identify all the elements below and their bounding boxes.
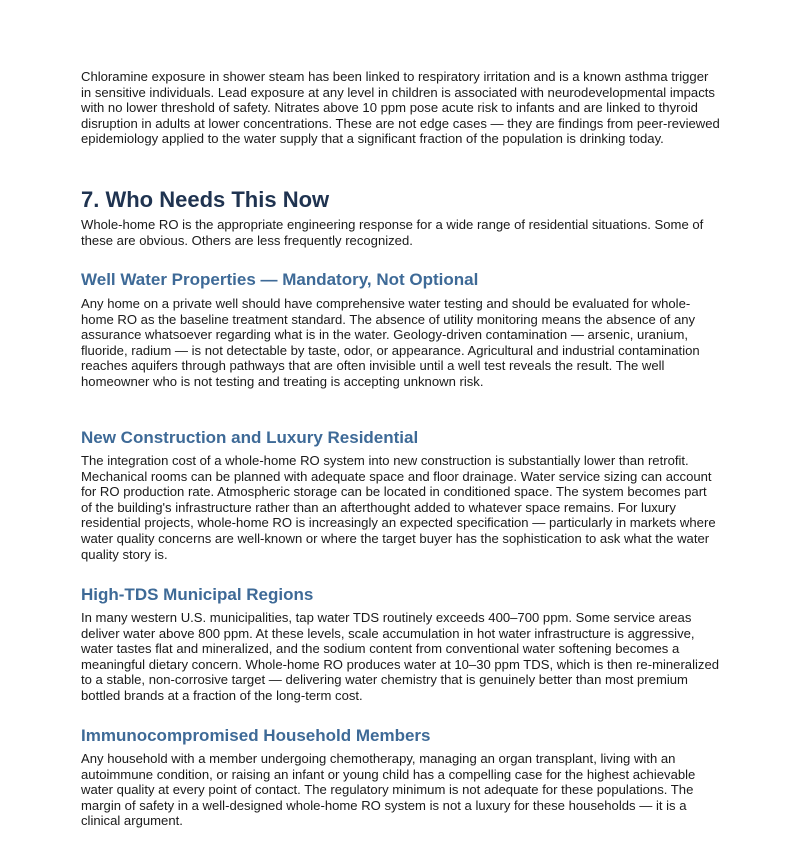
subsection-heading-well-water: Well Water Properties — Mandatory, Not Optional xyxy=(81,270,479,289)
subsection-heading-high-tds: High-TDS Municipal Regions xyxy=(81,585,314,604)
subsection-heading-new-construction: New Construction and Luxury Residential xyxy=(81,428,419,447)
section-heading: 7. Who Needs This Now xyxy=(81,187,330,212)
subsection-body-immunocompromised: Any household with a member undergoing chemotherapy, managing an organ transplant, living with an autoimmune condition, or raising an infant or young child has a compelling case for the highest achievable water quality at every point of contact. The regulatory minimum is not adequate for these populations. The margin of safety in a well-designed whole-home RO system is not a luxury for these households — it is a clinical argument. xyxy=(81,751,696,829)
subsection-body-new-construction: The integration cost of a whole-home RO system into new construction is substantially lower than retrofit. Mechanical rooms can be planned with adequate space and floor drainage. Water service sizing can account for RO production rate. Atmospheric storage can be located in conditioned space. The system becomes part of the building's infrastructure rather than an afterthought added to whatever space remains. For luxury residential projects, whole-home RO is increasingly an expected specification — particularly in markets where water quality concerns are well-known or where the target buyer has the sophistication to ask what the water quality story is. xyxy=(81,453,716,562)
subsection-heading-immunocompromised: Immunocompromised Household Members xyxy=(81,726,431,745)
intro-paragraph: Chloramine exposure in shower steam has been linked to respiratory irritation and is a known asthma trigger in sensitive individuals. Lead exposure at any level in children is associated with neurodevelopmental impacts with no lower threshold of safety. Nitrates above 10 ppm pose acute risk to infants and are linked to thyroid disruption in adults at lower concentrations. These are not edge cases — they are findings from peer-reviewed epidemiology applied to the water supply that a significant fraction of the population is drinking today. xyxy=(81,69,720,147)
section-lead-paragraph: Whole-home RO is the appropriate engineering response for a wide range of residential situations. Some of these are obvious. Others are less frequently recognized. xyxy=(81,217,704,248)
subsection-body-high-tds: In many western U.S. municipalities, tap water TDS routinely exceeds 400–700 ppm. Some service areas deliver water above 800 ppm. At these levels, scale accumulation in hot water infrastructure is aggressive, water tastes flat and mineralized, and the sodium content from conventional water softening becomes a meaningful dietary concern. Whole-home RO produces water at 10–30 ppm TDS, which is then re-mineralized to a stable, non-corrosive target — delivering water chemistry that is genuinely better than most premium bottled brands at a fraction of the long-term cost. xyxy=(81,610,720,703)
subsection-body-well-water: Any home on a private well should have comprehensive water testing and should be evaluated for whole-home RO as the baseline treatment standard. The absence of utility monitoring means the absence of any assurance whatsoever regarding what is in the water. Geology-driven contamination — arsenic, uranium, fluoride, radium — is not detectable by taste, odor, or appearance. Agricultural and industrial contamination reaches aquifers through pathways that are often invisible until a well test reveals the result. The well homeowner who is not testing and treating is accepting unknown risk. xyxy=(81,296,700,389)
